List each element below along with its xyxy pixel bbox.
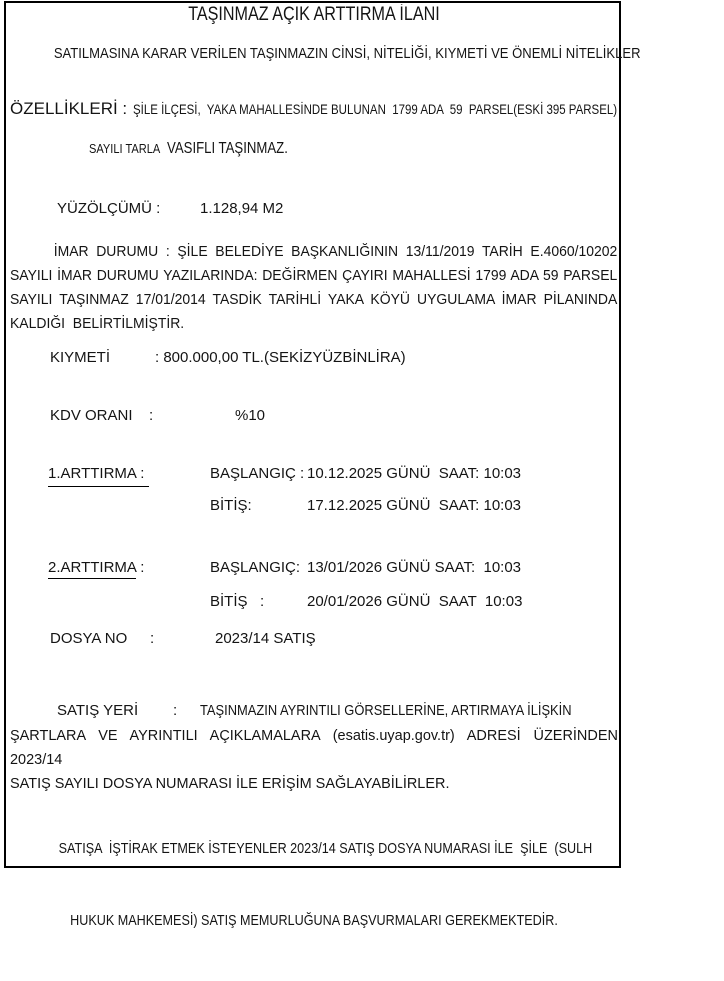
satis-yeri-line: ŞARTLARA VE AYRINTILI AÇIKLAMALARA (esatis.uyap.gov.tr) ADRESİ ÜZERİNDEN 2023/14 (10, 727, 618, 768)
imar-durumu-line: KALDIĞI BELİRTİLMİŞTİR. (10, 315, 185, 332)
yuzolcumu-label: YÜZÖLÇÜMÜ : (57, 200, 161, 217)
kdv-orani-value: %10 (235, 407, 266, 424)
arttirma2-baslangic-label: BAŞLANGIÇ: (210, 559, 301, 576)
kiymeti-label: KIYMETİ (50, 349, 111, 366)
arttirma2-label-colon: : (136, 559, 145, 576)
arttirma1-bitis-label: BİTİŞ: (210, 497, 252, 514)
arttirma2-bitis-label: BİTİŞ : (210, 593, 265, 610)
arttirma1-label: 1.ARTTIRMA : (48, 464, 149, 487)
arttirma2-label-wrap (48, 558, 144, 578)
document-title (10, 5, 618, 26)
kdv-orani-label: KDV ORANI (50, 407, 133, 424)
arttirma1-bitis-value: 17.12.2025 GÜNÜ SAAT: 10:03 (307, 497, 522, 514)
satis-yeri-paragraph (10, 724, 618, 796)
istirak-line: SATIŞA İŞTİRAK ETMEK İSTEYENLER 2023/14 SATIŞ DOSYA NUMARASI İLE ŞİLE (SULH (58, 840, 593, 857)
document-content (10, 0, 641, 929)
arttirma1-baslangic-label: BAŞLANGIÇ : (210, 465, 305, 482)
arttirma2-label: 2.ARTTIRMA (48, 559, 136, 579)
dosya-no-colon: : (150, 630, 155, 647)
dosya-no-value: 2023/14 SATIŞ (215, 630, 316, 647)
istirak-line: HUKUK MAHKEMESİ) SATIŞ MEMURLUĞUNA BAŞVURMALARI GEREKMEKTEDİR. (70, 912, 558, 929)
document-title-text: TAŞINMAZ AÇIK ARTTIRMA İLANI (188, 4, 440, 25)
kiymeti-value: : 800.000,00 TL.(SEKİZYÜZBİNLİRA) (155, 349, 406, 366)
document-subtitle-text: SATILMASINA KARAR VERİLEN TAŞINMAZIN CİNSİ, NİTELİĞİ, KIYMETİ VE ÖNEMLİ NİTELİKLER (53, 45, 641, 62)
imar-durumu-paragraph (10, 240, 617, 336)
ozellikleri-continuation-row (89, 139, 539, 159)
kdv-orani-colon: : (149, 407, 154, 424)
ozellikleri-label: ÖZELLİKLERİ : (10, 99, 128, 118)
yuzolcumu-value: 1.128,94 M2 (200, 200, 284, 217)
imar-durumu-line: İMAR DURUMU : ŞİLE BELEDİYE BAŞKANLIĞININ 13/11/2019 TARİH E.4060/10202 (53, 243, 618, 260)
document-subtitle (10, 44, 641, 64)
dosya-no-label: DOSYA NO (50, 630, 128, 647)
satis-yeri-line1-text: TAŞINMAZIN AYRINTILI GÖRSELLERİNE, ARTIRMAYA İLİŞKİN (200, 702, 572, 719)
satis-yeri-line1-rest (200, 701, 632, 721)
satis-yeri-colon: : (173, 702, 178, 719)
imar-durumu-line: SAYILI İMAR DURUMU YAZILARINDA: DEĞİRMEN ÇAYIRI MAHALLESİ 1799 ADA 59 PARSEL (10, 267, 618, 284)
satis-yeri-line: SATIŞ SAYILI DOSYA NUMARASI İLE ERİŞİM SAĞLAYABİLİRLER. (10, 775, 450, 792)
arttirma1-baslangic-value: 10.12.2025 GÜNÜ SAAT: 10:03 (307, 465, 522, 482)
arttirma2-bitis-value: 20/01/2026 GÜNÜ SAAT 10:03 (307, 593, 523, 610)
ozellikleri-continuation-first: SAYILI TARLA (89, 141, 161, 156)
arttirma2-baslangic-value: 13/01/2026 GÜNÜ SAAT: 10:03 (307, 559, 522, 576)
satis-yeri-label: SATIŞ YERİ (57, 702, 139, 719)
imar-durumu-line: SAYILI TAŞINMAZ 17/01/2014 TASDİK TARİHLİ YAKA KÖYÜ UYGULAMA İMAR PİLANINDA (10, 291, 618, 308)
ozellikleri-value: ŞİLE İLÇESİ, YAKA MAHALLESİNDE BULUNAN 1799 ADA 59 PARSEL(ESKİ 395 PARSEL) (133, 101, 618, 117)
istirak-paragraph (58, 789, 593, 981)
ozellikleri-continuation-second: VASIFLI TAŞINMAZ. (167, 140, 288, 157)
ozellikleri-row (10, 99, 618, 120)
